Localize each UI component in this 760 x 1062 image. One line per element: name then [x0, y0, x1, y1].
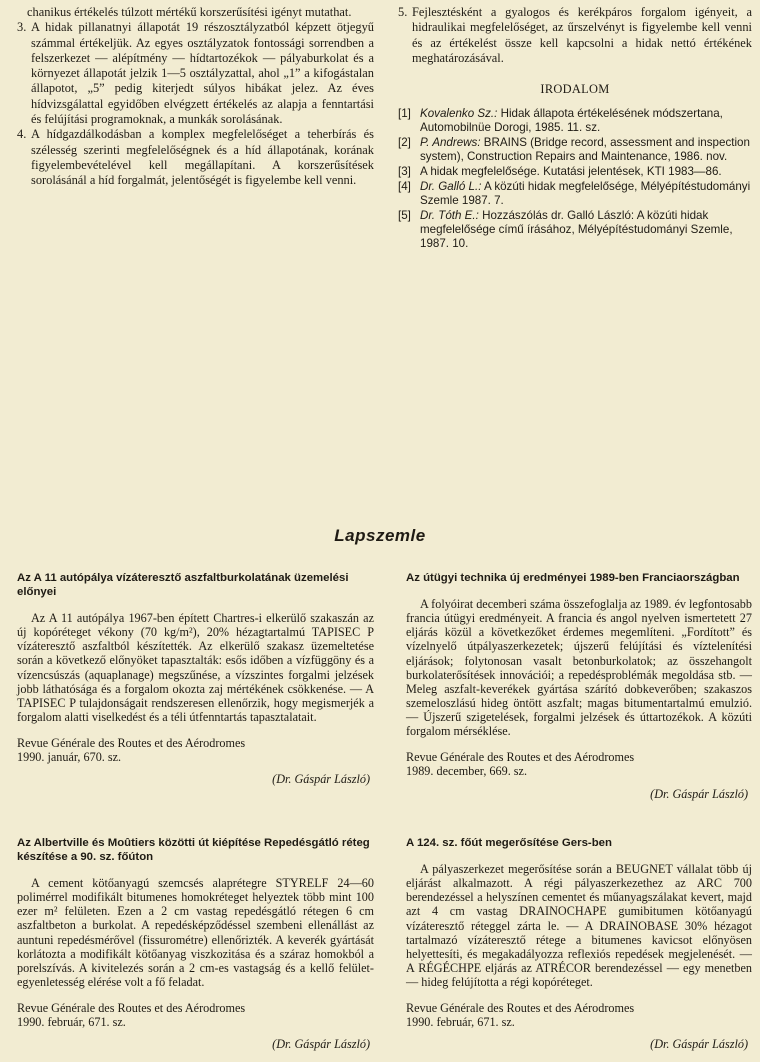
reference-number: [4] — [398, 180, 411, 194]
review-article — [406, 571, 752, 801]
article-signature: (Dr. Gáspár László) — [272, 1037, 370, 1052]
reference-item — [398, 107, 752, 135]
list-item — [398, 5, 752, 66]
article-title: Az Albertville és Moûtiers közötti út kiépítése Repedésgátló réteg készítése a 90. sz. főúton — [17, 837, 370, 863]
reference-text: Hidak állapota értékelésének módszertana, Automobilnüe Dorogi, 1985. 11. sz. — [420, 107, 723, 135]
reference-item — [398, 209, 752, 251]
reference-text: A hidak megfelelősége. Kutatási jelentések, KTI 1983—86. — [420, 165, 722, 179]
list-item-text: A hídgazdálkodásban a komplex megfelelőséget a teherbírás és szélesség szerinti megfelelőségnek és a híd állapotának, korának figyelembevételével kell megállapítani. A korszerűsítések sorolásánál a híd forgalmát, jelentőségét is figyelembe kell venni. — [31, 127, 374, 188]
reference-author: Kovalenko Sz.: — [420, 107, 498, 121]
article-title: Az útügyi technika új eredményei 1989-ben Franciaországban — [406, 572, 740, 584]
reference-author: P. Andrews: — [420, 136, 481, 150]
article-body: A pályaszerkezet megerősítése során a BEUGNET vállalat több új eljárást alkalmazott. A régi pályaszerkezethez az ARC 700 berendezéssel a helyszínen cementet és műanyagszálakat kevert, majd azt 4 cm vastag DRAINOCHAPE gumibitumen kötőanyagú vízáteresztő réteggel zárta le. — A DRAINOBASE 30% hézagot tartalmazó vízáteresztő rétege a bitumenes kavicsot előnyösen helyettesíti, és megakadályozza reflexiós repedések megjelenését. — A RÉGÉCHPE eljárás az ATRÉCOR berendezéssel — egy menetben — hideg felújította a régi kopóréteget. — [406, 862, 752, 989]
article-source: Revue Générale des Routes et des Aérodromes — [406, 1001, 635, 1016]
article-signature: (Dr. Gáspár László) — [272, 772, 370, 787]
article-title: A 124. sz. főút megerősítése Gers-ben — [406, 837, 612, 849]
list-item-number: 3. — [17, 20, 27, 35]
list-item — [17, 127, 374, 188]
list-item-text: A hidak pillanatnyi állapotát 19 részosztályzatból képzett ötjegyű számmal értékeljük. Az egyes osztályzatok fontossági sorrendben a felszerkezet — alépítmény — hídtartozékok — pályaburkolat és a környezet állapotát jelzik 1—5 osztályzattal, ahol „1” a kifogástalan állapotot, „5” pedig kiterjedt súlyos hibákat jelez. Az éves hídvizsgálattal egyidőben elvégzett értékelés az alapja a fenntartási és felújítási programoknak, a munkák sorolásának. — [31, 20, 374, 127]
list-item — [17, 20, 374, 127]
continued-paragraph: chanikus értékelés túlzott mértékű korszerűsítési igényt mutathat. — [27, 5, 352, 19]
list-item-text: Fejlesztésként a gyalogos és kerékpáros forgalom igényeit, a hidraulikai megfelelőséget, az űrszelvényt is figyelembe kell venni és az értékelést össze kell kapcsolni a hidak nettó értékének meghatározásával. — [412, 5, 752, 65]
article-signature: (Dr. Gáspár László) — [650, 786, 748, 801]
reference-number: [3] — [398, 165, 411, 179]
references-list — [398, 107, 752, 251]
article-source: Revue Générale des Routes et des Aérodromes — [17, 736, 246, 751]
list-item-number: 4. — [17, 127, 27, 142]
article-title: Az A 11 autópálya vízáteresztő aszfaltburkolatának üzemelési előnyei — [17, 572, 349, 598]
article-source-issue: 1990. január, 670. sz. — [17, 750, 122, 765]
reference-text: BRAINS (Bridge record, assessment and inspection system), Construction Repairs and Maintenance, 1986. nov. — [420, 136, 750, 164]
reference-text: Hozzászólás dr. Galló László: A közúti hidak megfelelősége című írásához, Mélyépítéstudományi Szemle, 1987. 10. — [420, 209, 733, 251]
reference-text: A közúti hidak megfelelősége, Mélyépítéstudományi Szemle 1987. 7. — [420, 180, 751, 208]
article-body: A folyóirat decemberi száma összefoglalja az 1989. év legfontosabb francia útügyi eredményeit. A francia és angol nyelven ismertetett 27 eljárás közül a következőket érdemes megemlíteni. „Fordított” és vízelnyelő útpályaszerkezetek; újszerű felújítási és víztelenítési eljárások; folytonosan vasalt betonburkolatok; az összehangolt burkolaterősítések innovációi; a repedésproblémák megoldása stb. — Meleg aszfalt-keverékek gyártása szárító dobkeverőben; szakaszos szemeloszlású hideg öntött aszfalt; magas bitumentartalmú emulzió. — Újszerű szigetelések, forgalmi jelzések és úttartozékok. A közúti forgalom mérséklése. — [406, 597, 752, 739]
review-article — [406, 836, 752, 1052]
article-body: Az A 11 autópálya 1967-ben épített Chartres-i elkerülő szakaszán az új kopóréteget vékony (70 kg/m²), 20% hézagtartalmú TAPISEC P vízáteresztő aszfaltból készítették. Az elkerülő szakasz üzemeltetése során a következő előnyöket tapasztalták: esős időben a vízfüggöny és a vízencsúszás (aquaplanage) megszűnése, a vízszintes forgalmi jelzések jobb láthatósága és a forgalom okozta zaj mértékének csökkenése. — A TAPISEC P tulajdonságait rendszeresen ellenőrzik, hogy megismerjék a forgalom alatti viselkedést és a téli útfenntartás tapasztalatait. — [17, 611, 374, 724]
reference-item — [398, 136, 752, 164]
references-heading: IRODALOM — [540, 82, 610, 97]
article-source: Revue Générale des Routes et des Aérodromes — [17, 1001, 246, 1016]
reference-number: [2] — [398, 136, 411, 150]
review-article — [17, 571, 374, 786]
reference-number: [1] — [398, 107, 411, 121]
reference-author: Dr. Tóth E.: — [420, 209, 479, 223]
reference-item — [398, 180, 752, 208]
article-signature: (Dr. Gáspár László) — [650, 1037, 748, 1052]
reference-item — [398, 165, 752, 179]
article-body: A cement kötőanyagú szemcsés alaprétegre STYRELF 24—60 polimérrel modifikált bitumenes homokréteget helyeztek több mint 100 ezer m² felületen. Ezen a 2 cm vastag repedésgátló rétegen 6 cm aszfaltbeton a burkolat. A repedésképződéssel szembeni ellenállást az auntuni repedésmérővel (fissurométre) ellenőrizték. A keverék gyártását korlátozta a modifikált kötőanyag viszkozitása és a száraz homokból a porelszívás. A kivitelezés során a 2 cm-es vastagság és a kellő felület-egyenletesség elérése volt a fő feladat. — [17, 876, 374, 989]
section-title: Lapszemle — [334, 526, 426, 545]
top-left-column — [17, 5, 374, 189]
article-source-issue: 1990. február, 671. sz. — [17, 1015, 126, 1030]
article-source-issue: 1990. február, 671. sz. — [406, 1015, 515, 1030]
article-source: Revue Générale des Routes et des Aérodromes — [406, 750, 635, 765]
reference-number: [5] — [398, 209, 411, 223]
review-article — [17, 836, 374, 1051]
article-source-issue: 1989. december, 669. sz. — [406, 764, 528, 779]
list-item-number: 5. — [398, 5, 408, 19]
top-right-column — [398, 5, 752, 252]
reference-author: Dr. Galló L.: — [420, 180, 482, 194]
